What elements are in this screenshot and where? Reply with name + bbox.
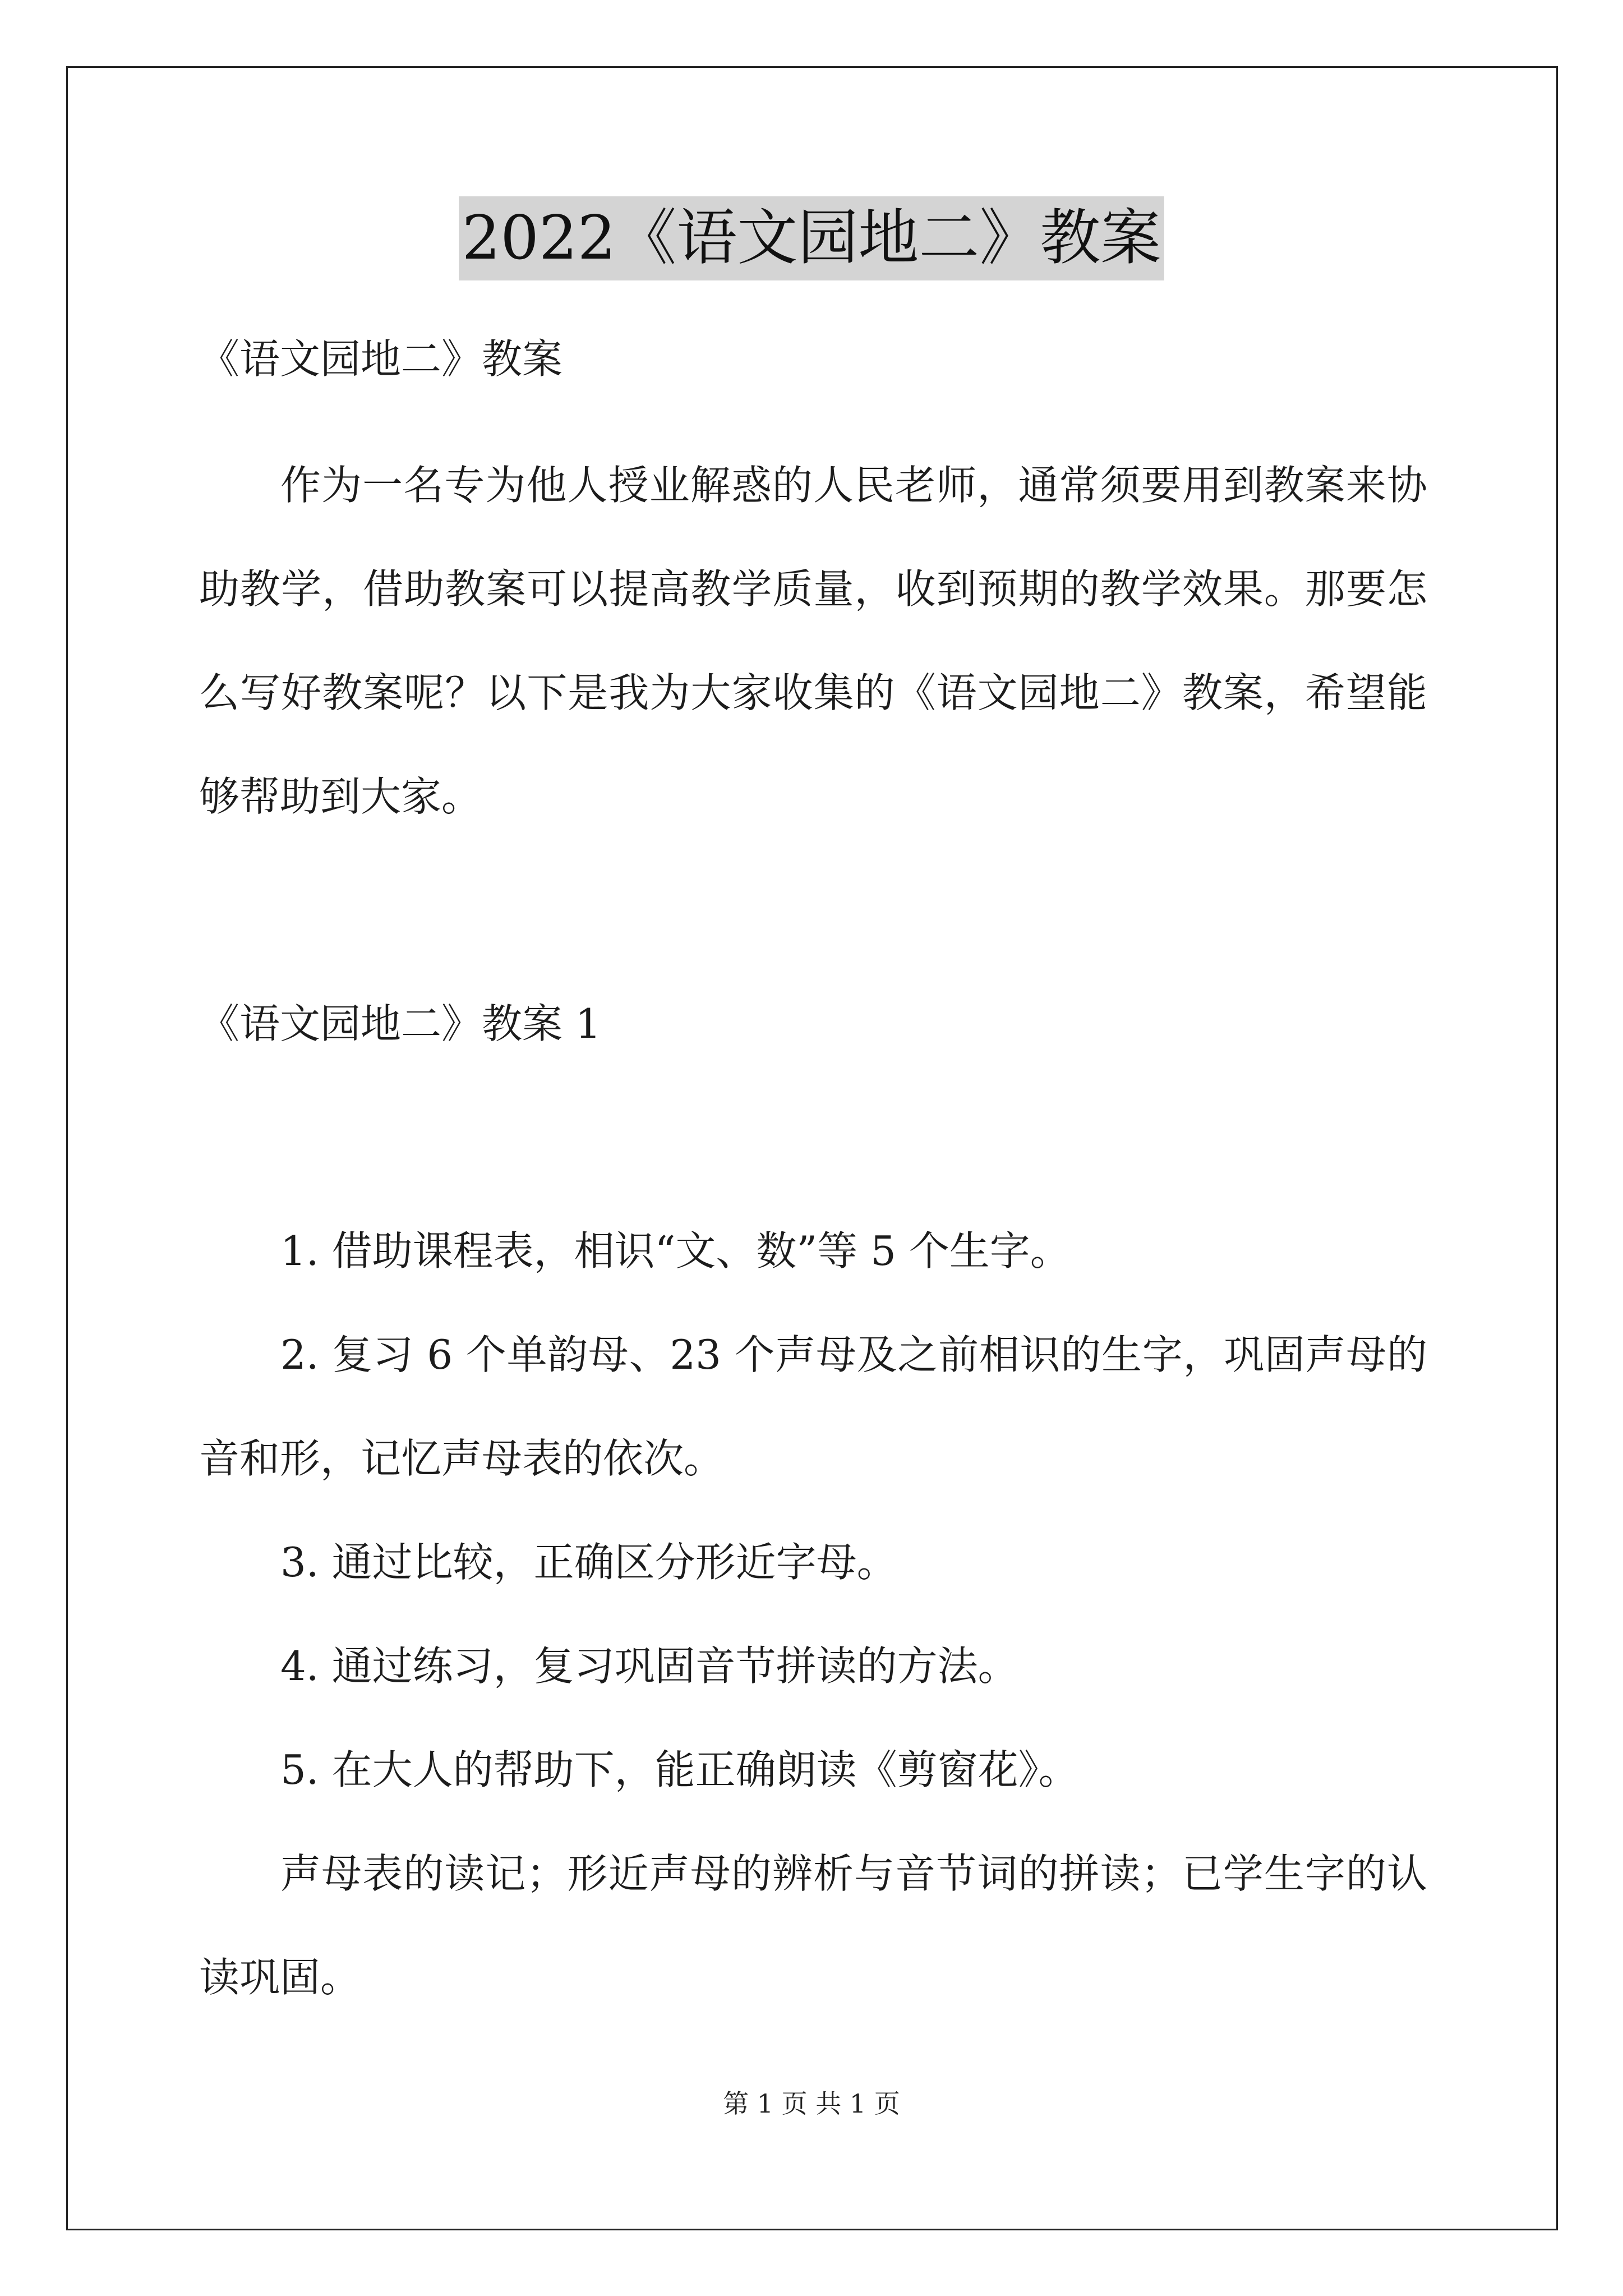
section-heading: 《语文园地二》教案 1 xyxy=(199,1000,601,1047)
goal-item-2-continued: 音和形，记忆声母表的依次。 xyxy=(199,1435,725,1482)
focus-line-2: 读巩固。 xyxy=(199,1954,361,2001)
goal-item-1: 1. 借助课程表，相识“文、数”等 5 个生字。 xyxy=(280,1227,1071,1274)
goal-item-5: 5. 在大人的帮助下，能正确朗读《剪窗花》。 xyxy=(280,1746,1079,1793)
intro-line-3: 么写好教案呢？以下是我为大家收集的《语文园地二》教案，希望能 xyxy=(199,669,1427,716)
document-subtitle: 《语文园地二》教案 xyxy=(199,335,563,383)
page-footer: 第 1 页 共 1 页 xyxy=(723,2088,900,2119)
goal-item-2: 2. 复习 6 个单韵母、23 个声母及之前相识的生字，巩固声母的 xyxy=(280,1331,1427,1378)
focus-line-1: 声母表的读记；形近声母的辨析与音节词的拼读；已学生字的认 xyxy=(280,1850,1427,1897)
page-border xyxy=(66,66,1558,2230)
intro-line-4: 够帮助到大家。 xyxy=(199,773,482,820)
intro-line-1: 作为一名专为他人授业解惑的人民老师，通常须要用到教案来协 xyxy=(280,462,1427,509)
goal-item-3: 3. 通过比较，正确区分形近字母。 xyxy=(280,1539,897,1586)
title-container xyxy=(0,196,1623,280)
intro-line-2: 助教学，借助教案可以提高教学质量，收到预期的教学效果。那要怎 xyxy=(199,565,1427,613)
document-title: 2022《语文园地二》教案 xyxy=(459,196,1165,280)
goal-item-4: 4. 通过练习，复习巩固音节拼读的方法。 xyxy=(280,1642,1018,1690)
